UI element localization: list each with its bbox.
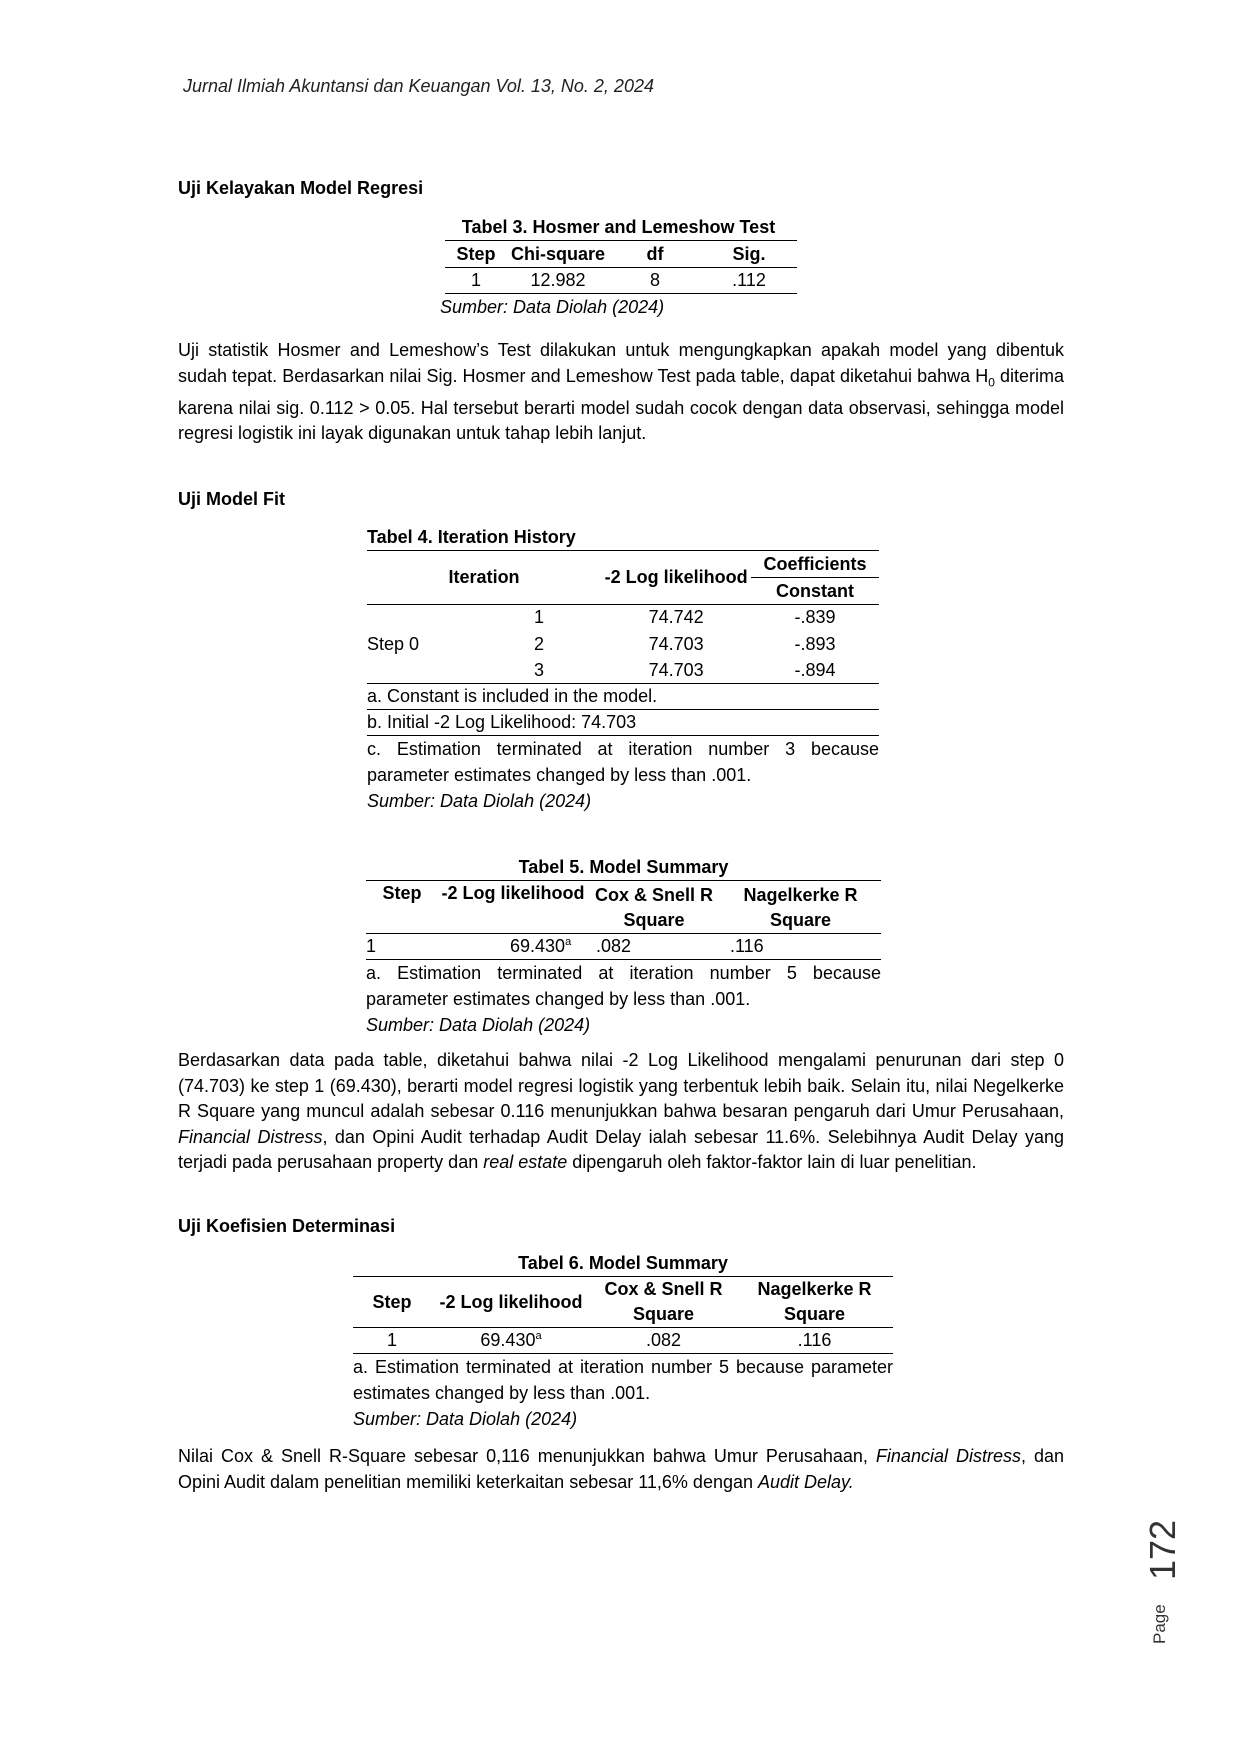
- table4-step-label: Step 0: [367, 633, 420, 654]
- table5-caption: Tabel 5. Model Summary: [518, 857, 729, 877]
- table4-cell-iter: 1: [534, 607, 545, 628]
- footnote-marker: a: [535, 1330, 542, 1342]
- table3-header-step: Step: [456, 243, 496, 264]
- section-heading-determinasi: Uji Koefisien Determinasi: [178, 1216, 396, 1236]
- table6-cell-nagelkerke: .116: [797, 1330, 832, 1350]
- italic-term: real estate: [483, 1152, 568, 1172]
- table6-note: a. Estimation terminated at iteration number 5 because parameter estimates changed by less than .001.: [353, 1357, 893, 1403]
- table6-cell-loglik: [431, 1328, 591, 1354]
- table4-cell-const: -.893: [794, 633, 836, 654]
- table5-header-step: Step: [382, 883, 422, 903]
- italic-term: Financial Distress: [875, 1446, 1021, 1466]
- table5-header-nagelkerke: Nagelkerke R Square: [743, 885, 858, 930]
- table4-caption: Tabel 4. Iteration History: [367, 527, 576, 547]
- table-row: [367, 631, 879, 658]
- table-row: [353, 1328, 893, 1354]
- paragraph-text: Uji statistik Hosmer and Lemeshow’s Test dilakukan untuk mengungkapkan apakah model yang dibentuk sudah tepat. Berdasarkan nilai Sig. Hosmer and Lemeshow Test pada table, dapat diketahui bahwa H: [178, 340, 1064, 386]
- table3-cell-df: 8: [649, 270, 660, 290]
- table5-cell-step: 1: [366, 936, 377, 956]
- table3-block: [440, 214, 797, 320]
- table4-cell-loglik: 74.703: [648, 659, 704, 680]
- table4-header-constant: Constant: [776, 580, 855, 601]
- paragraph-text: , dan Opini Audit terhadap Audit Delay ialah sebesar 11.6%. Selebihnya Audit Delay yang terjadi pada perusahaan property dan: [178, 1126, 1065, 1172]
- table6-header-nagelkerke: Nagelkerke R Square: [757, 1279, 872, 1324]
- table-row: [367, 658, 879, 684]
- paragraph-text: Berdasarkan data pada table, diketahui bahwa nilai -2 Log Likelihood mengalami penurunan dari step 0 (74.703) ke step 1 (69.430), berarti model regresi logistik yang terbentuk lebih baik. Selain itu, nilai Negelkerke R Square yang muncul adalah sebesar 0.116 menunjukkan bahwa besaran pengaruh dari Umur Perusahaan,: [178, 1050, 1064, 1121]
- paragraph-text: , dan Opini Audit dalam penelitian memiliki keterkaitan sebesar 11,6% dengan: [178, 1446, 1064, 1492]
- table6-cell-cox: .082: [645, 1330, 682, 1350]
- table4-header-iteration: Iteration: [448, 567, 520, 587]
- table4-cell-const: -.894: [794, 659, 836, 680]
- paragraph-hosmer: [178, 338, 1064, 447]
- table6: [353, 1276, 893, 1354]
- table3-cell-sig: .112: [732, 270, 766, 290]
- table3-cell-chisquare: 12.982: [530, 270, 586, 290]
- page-number-label: Page: [1150, 1604, 1169, 1644]
- subscript: 0: [988, 375, 995, 390]
- table3-header-chisquare: Chi-square: [510, 243, 606, 264]
- paragraph-determinasi: [178, 1444, 1064, 1495]
- table3: [445, 240, 797, 294]
- table5-header-cox: Cox & Snell R Square: [594, 885, 714, 930]
- paragraph-text: diterima karena nilai sig. 0.112 > 0.05. Hal tersebut berarti model sudah cocok dengan data observasi, sehingga model regresi logistik ini layak digunakan untuk tahap lebih lanjut.: [178, 365, 1064, 444]
- table5-block: [366, 854, 881, 1038]
- footnote-marker: a: [565, 936, 572, 948]
- table4-header-coefficients: Coefficients: [751, 551, 879, 578]
- table3-source: Sumber: Data Diolah (2024): [440, 297, 665, 317]
- table6-cell-step: 1: [386, 1330, 397, 1350]
- table4-source: Sumber: Data Diolah (2024): [367, 791, 592, 811]
- table6-header-step: Step: [372, 1291, 412, 1312]
- italic-term: Audit Delay.: [758, 1471, 854, 1492]
- table6-header-loglik: -2 Log likelihood: [439, 1291, 583, 1312]
- paragraph-text: dipengaruh oleh faktor-faktor lain di luar penelitian.: [567, 1152, 977, 1172]
- page-number-value: 172: [1142, 1519, 1183, 1580]
- table-row: [366, 934, 881, 960]
- section-heading-kelayakan: Uji Kelayakan Model Regresi: [178, 178, 424, 198]
- table5-cell-loglik: [438, 934, 588, 960]
- table4-note-a: a. Constant is included in the model.: [367, 686, 658, 706]
- table5-source: Sumber: Data Diolah (2024): [366, 1015, 591, 1035]
- table3-header-df: df: [646, 243, 664, 264]
- table6-caption: Tabel 6. Model Summary: [518, 1253, 728, 1273]
- table3-header-sig: Sig.: [732, 243, 766, 264]
- table6-header-cox: Cox & Snell R Square: [604, 1279, 723, 1324]
- loglik-value: 69.430: [480, 1330, 536, 1350]
- table4-cell-loglik: 74.703: [648, 633, 704, 654]
- journal-header: Jurnal Ilmiah Akuntansi dan Keuangan Vol. 13, No. 2, 2024: [183, 76, 654, 96]
- paragraph-model-fit: [178, 1048, 1064, 1176]
- table5-header-loglik: -2 Log likelihood: [441, 883, 585, 903]
- paragraph-text: Nilai Cox & Snell R-Square sebesar 0,116 menunjukkan bahwa Umur Perusahaan,: [178, 1446, 876, 1466]
- table4-cell-const: -.839: [794, 607, 836, 628]
- section-heading-model-fit: Uji Model Fit: [178, 489, 285, 509]
- table3-caption: Tabel 3. Hosmer and Lemeshow Test: [461, 217, 776, 237]
- loglik-value: 69.430: [510, 936, 566, 956]
- table4-cell-iter: 3: [534, 659, 545, 680]
- table4-cell-iter: 2: [534, 633, 545, 654]
- table5: [366, 880, 881, 960]
- table4-note-c: c. Estimation terminated at iteration number 3 because parameter estimates changed by less than .001.: [367, 739, 879, 785]
- italic-term: Financial Distress: [178, 1126, 323, 1147]
- table4-cell-loglik: 74.742: [648, 607, 704, 628]
- table-row: [367, 605, 879, 631]
- table5-cell-cox: .082: [596, 936, 632, 956]
- table6-source: Sumber: Data Diolah (2024): [353, 1409, 578, 1429]
- table4-header-loglik: -2 Log likelihood: [604, 567, 748, 587]
- table6-block: [353, 1250, 893, 1432]
- table4-note-b: b. Initial -2 Log Likelihood: 74.703: [367, 712, 637, 732]
- table3-cell-step: 1: [470, 270, 481, 290]
- table4: [367, 550, 879, 736]
- table-row: [445, 268, 797, 294]
- table5-cell-nagelkerke: .116: [730, 936, 764, 956]
- table5-note: a. Estimation terminated at iteration number 5 because parameter estimates changed by less than .001.: [366, 963, 881, 1009]
- page-number: [1128, 1448, 1228, 1644]
- table4-block: [367, 524, 879, 814]
